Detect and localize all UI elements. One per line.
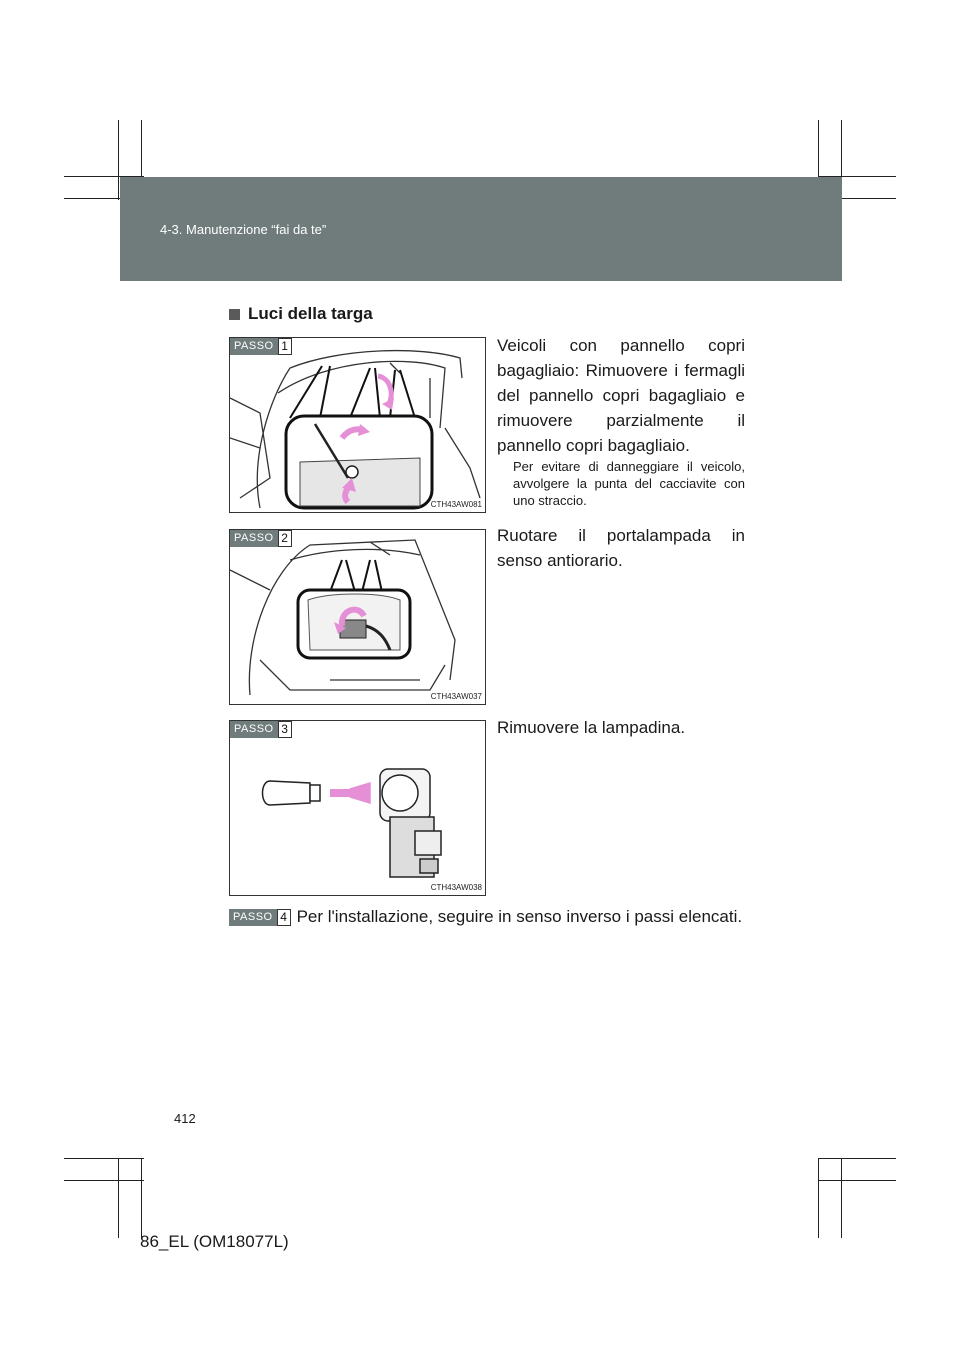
page-number: 412 (174, 1111, 196, 1126)
step-badge-label: PASSO (230, 338, 278, 355)
section-title-text: Luci della targa (248, 304, 373, 323)
crop-mark (118, 120, 119, 200)
crop-mark (64, 1180, 144, 1181)
step-badge (230, 530, 292, 547)
step-badge (230, 338, 292, 355)
figure-code: CTH43AW037 (430, 692, 482, 701)
step-1-note: Per evitare di danneggiare il veicolo, avvolgere la punta del cacciavite con uno straccio. (513, 459, 745, 508)
step-badge (229, 909, 291, 926)
step-4 (229, 907, 742, 927)
step-badge-label: PASSO (229, 909, 277, 926)
step-badge-label: PASSO (230, 721, 278, 738)
step-badge-label: PASSO (230, 530, 278, 547)
step-badge-number: 1 (278, 338, 292, 355)
figure-step-3 (229, 720, 486, 896)
section-title (229, 304, 373, 324)
document-code: 86_EL (OM18077L) (140, 1232, 289, 1251)
step-1-text: Veicoli con pannello copri bagagliaio: Rimuovere i fermagli del pannello copri bagagliaio e rimuovere parzialmente il pannello copri bagagliaio. (497, 336, 745, 455)
step-badge-number: 3 (278, 721, 292, 738)
step-badge-number: 4 (277, 909, 291, 926)
crop-mark (141, 1158, 142, 1238)
crop-mark (118, 1158, 119, 1238)
section-header: 4-3. Manutenzione “fai da te” (160, 222, 327, 237)
figure-step-1 (229, 337, 486, 513)
step-badge (230, 721, 292, 738)
crop-mark (64, 1158, 144, 1159)
bullet-square-icon (229, 309, 240, 320)
step-2-text: Ruotare il portalampada in senso antiorario. (497, 526, 745, 570)
lamp-holder-illustration (230, 530, 485, 704)
step-4-text: Per l'installazione, seguire in senso inverso i passi elencati. (296, 907, 743, 926)
figure-step-2 (229, 529, 486, 705)
step-badge-number: 2 (278, 530, 292, 547)
trunk-cover-illustration (230, 338, 485, 512)
figure-code: CTH43AW081 (430, 500, 482, 509)
crop-mark (818, 1158, 819, 1238)
crop-mark (841, 1158, 842, 1238)
crop-mark (818, 1180, 896, 1181)
step-3-text: Rimuovere la lampadina. (497, 718, 686, 737)
crop-mark (818, 1158, 896, 1159)
bulb-removal-illustration (230, 721, 485, 895)
figure-code: CTH43AW038 (430, 883, 482, 892)
